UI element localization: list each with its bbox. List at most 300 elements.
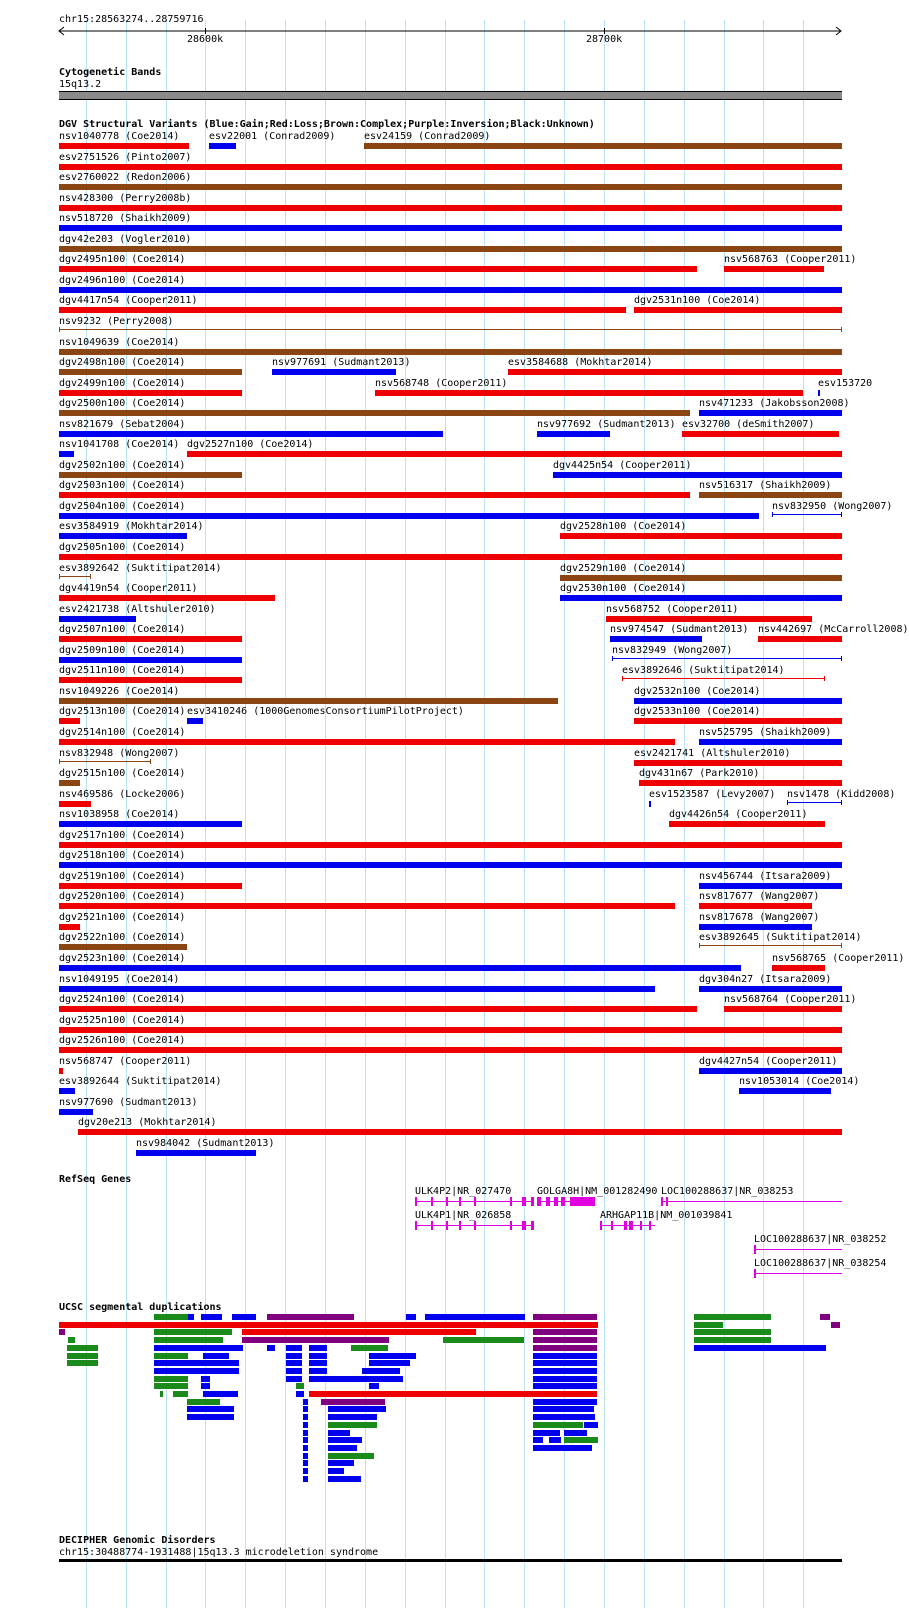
dgv-variant-label[interactable]: dgv20e213 (Mokhtar2014) bbox=[78, 1117, 217, 1128]
segdup-feature-bar[interactable] bbox=[267, 1314, 354, 1320]
dgv-variant-label[interactable]: esv153720 bbox=[818, 378, 873, 389]
segdup-feature-bar[interactable] bbox=[303, 1445, 308, 1451]
dgv-variant-label[interactable]: nsv1053014 (Coe2014) bbox=[739, 1076, 860, 1087]
dgv-variant-bar[interactable] bbox=[699, 924, 812, 930]
dgv-variant-bar[interactable] bbox=[699, 410, 842, 416]
dgv-variant-label[interactable]: esv3892646 (Suktitipat2014) bbox=[622, 665, 785, 676]
dgv-variant-label[interactable]: nsv568747 (Cooper2011) bbox=[59, 1056, 192, 1067]
cytoband-track-title[interactable]: Cytogenetic Bands bbox=[59, 67, 162, 78]
segdup-feature-bar[interactable] bbox=[443, 1337, 524, 1343]
segdup-feature-bar[interactable] bbox=[533, 1437, 543, 1443]
segdup-feature-bar[interactable] bbox=[286, 1368, 302, 1374]
dgv-variant-bar[interactable] bbox=[612, 658, 842, 659]
dgv-variant-bar[interactable] bbox=[699, 739, 842, 745]
dgv-variant-label[interactable]: dgv304n27 (Itsara2009) bbox=[699, 974, 832, 985]
dgv-variant-bar[interactable] bbox=[682, 431, 839, 437]
refseq-gene-exon[interactable] bbox=[431, 1221, 433, 1230]
segdup-feature-bar[interactable] bbox=[549, 1437, 561, 1443]
segdup-feature-bar[interactable] bbox=[242, 1337, 389, 1343]
refseq-gene-intron-line[interactable] bbox=[600, 1225, 655, 1226]
dgv-variant-bar[interactable] bbox=[508, 369, 842, 375]
dgv-variant-label[interactable]: dgv4425n54 (Cooper2011) bbox=[553, 460, 692, 471]
dgv-variant-bar[interactable] bbox=[59, 616, 136, 622]
dgv-variant-label[interactable]: dgv2499n100 (Coe2014) bbox=[59, 378, 186, 389]
dgv-variant-label[interactable]: dgv2496n100 (Coe2014) bbox=[59, 275, 186, 286]
dgv-variant-label[interactable]: dgv2511n100 (Coe2014) bbox=[59, 665, 186, 676]
dgv-variant-bar[interactable] bbox=[59, 225, 842, 231]
dgv-variant-label[interactable]: dgv2523n100 (Coe2014) bbox=[59, 953, 186, 964]
segdup-feature-bar[interactable] bbox=[533, 1376, 597, 1382]
refseq-gene-label[interactable]: ARHGAP11B|NM_001039841 bbox=[600, 1210, 733, 1221]
dgv-variant-label[interactable]: dgv2519n100 (Coe2014) bbox=[59, 871, 186, 882]
dgv-variant-label[interactable]: nsv1040778 (Coe2014) bbox=[59, 131, 180, 142]
dgv-variant-bar[interactable] bbox=[724, 1006, 842, 1012]
dgv-variant-label[interactable]: dgv2514n100 (Coe2014) bbox=[59, 727, 186, 738]
dgv-variant-label[interactable]: nsv442697 (McCarroll2008) bbox=[758, 624, 909, 635]
dgv-variant-label[interactable]: nsv471233 (Jakobsson2008) bbox=[699, 398, 850, 409]
refseq-gene-exon[interactable] bbox=[531, 1197, 534, 1206]
dgv-variant-label[interactable]: nsv1038958 (Coe2014) bbox=[59, 809, 180, 820]
dgv-variant-bar[interactable] bbox=[59, 1088, 75, 1094]
decipher-feature-bar[interactable] bbox=[59, 1559, 842, 1562]
dgv-variant-label[interactable]: nsv1041708 (Coe2014) bbox=[59, 439, 180, 450]
dgv-variant-label[interactable]: dgv431n67 (Park2010) bbox=[639, 768, 760, 779]
dgv-variant-bar[interactable] bbox=[59, 246, 842, 252]
dgv-variant-label[interactable]: nsv516317 (Shaikh2009) bbox=[699, 480, 832, 491]
dgv-variant-label[interactable]: dgv2522n100 (Coe2014) bbox=[59, 932, 186, 943]
dgv-variant-label[interactable]: dgv2520n100 (Coe2014) bbox=[59, 891, 186, 902]
segdup-feature-bar[interactable] bbox=[59, 1329, 65, 1335]
dgv-variant-bar[interactable] bbox=[209, 143, 236, 149]
refseq-gene-intron-line[interactable] bbox=[661, 1201, 842, 1202]
dgv-variant-bar[interactable] bbox=[634, 698, 842, 704]
segdup-feature-bar[interactable] bbox=[362, 1368, 400, 1374]
dgv-variant-bar[interactable] bbox=[787, 802, 842, 803]
dgv-variant-bar[interactable] bbox=[59, 842, 842, 848]
dgv-variant-bar[interactable] bbox=[59, 287, 842, 293]
dgv-variant-bar[interactable] bbox=[622, 678, 825, 679]
segdup-feature-bar[interactable] bbox=[303, 1414, 308, 1420]
segdup-feature-bar[interactable] bbox=[533, 1383, 597, 1389]
dgv-variant-label[interactable]: nsv568765 (Cooper2011) bbox=[772, 953, 905, 964]
refseq-gene-intron-line[interactable] bbox=[754, 1249, 842, 1250]
refseq-gene-exon[interactable] bbox=[446, 1221, 448, 1230]
dgv-variant-bar[interactable] bbox=[699, 945, 842, 946]
segdup-feature-bar[interactable] bbox=[173, 1391, 188, 1397]
dgv-variant-label[interactable]: nsv568748 (Cooper2011) bbox=[375, 378, 508, 389]
segdup-feature-bar[interactable] bbox=[328, 1437, 362, 1443]
dgv-variant-bar[interactable] bbox=[59, 410, 690, 416]
dgv-variant-bar[interactable] bbox=[634, 760, 842, 766]
segdup-track-title[interactable]: UCSC segmental duplications bbox=[59, 1302, 222, 1313]
segdup-feature-bar[interactable] bbox=[303, 1430, 308, 1436]
refseq-gene-exon[interactable] bbox=[561, 1197, 565, 1206]
segdup-feature-bar[interactable] bbox=[154, 1314, 188, 1320]
segdup-feature-bar[interactable] bbox=[533, 1430, 560, 1436]
dgv-variant-label[interactable]: dgv4419n54 (Cooper2011) bbox=[59, 583, 198, 594]
segdup-feature-bar[interactable] bbox=[242, 1329, 476, 1335]
segdup-feature-bar[interactable] bbox=[425, 1314, 525, 1320]
dgv-variant-label[interactable]: esv2760022 (Redon2006) bbox=[59, 172, 192, 183]
segdup-feature-bar[interactable] bbox=[694, 1329, 771, 1335]
segdup-feature-bar[interactable] bbox=[533, 1414, 595, 1420]
dgv-variant-bar[interactable] bbox=[699, 986, 842, 992]
segdup-feature-bar[interactable] bbox=[694, 1337, 771, 1343]
segdup-feature-bar[interactable] bbox=[67, 1353, 98, 1359]
refseq-gene-label[interactable]: ULK4P2|NR_027470 bbox=[415, 1186, 512, 1197]
segdup-feature-bar[interactable] bbox=[303, 1422, 308, 1428]
dgv-variant-label[interactable]: dgv2533n100 (Coe2014) bbox=[634, 706, 761, 717]
segdup-feature-bar[interactable] bbox=[533, 1337, 597, 1343]
dgv-variant-label[interactable]: dgv42e203 (Vogler2010) bbox=[59, 234, 192, 245]
segdup-feature-bar[interactable] bbox=[303, 1399, 308, 1405]
dgv-variant-label[interactable]: dgv2498n100 (Coe2014) bbox=[59, 357, 186, 368]
segdup-feature-bar[interactable] bbox=[328, 1476, 361, 1482]
dgv-variant-bar[interactable] bbox=[669, 821, 825, 827]
segdup-feature-bar[interactable] bbox=[694, 1322, 723, 1328]
dgv-variant-label[interactable]: esv2751526 (Pinto2007) bbox=[59, 152, 192, 163]
dgv-variant-bar[interactable] bbox=[59, 1047, 842, 1053]
refseq-gene-exon[interactable] bbox=[522, 1221, 526, 1230]
segdup-feature-bar[interactable] bbox=[533, 1345, 597, 1351]
dgv-variant-label[interactable]: esv22001 (Conrad2009) bbox=[209, 131, 336, 142]
dgv-variant-label[interactable]: esv24159 (Conrad2009) bbox=[364, 131, 491, 142]
dgv-variant-label[interactable]: dgv2525n100 (Coe2014) bbox=[59, 1015, 186, 1026]
segdup-feature-bar[interactable] bbox=[187, 1399, 220, 1405]
dgv-variant-bar[interactable] bbox=[59, 1006, 697, 1012]
dgv-variant-label[interactable]: dgv2513n100 (Coe2014) bbox=[59, 706, 186, 717]
dgv-variant-bar[interactable] bbox=[59, 883, 242, 889]
dgv-variant-label[interactable]: dgv2528n100 (Coe2014) bbox=[560, 521, 687, 532]
dgv-variant-label[interactable]: esv3892645 (Suktitipat2014) bbox=[699, 932, 862, 943]
dgv-variant-label[interactable]: nsv832949 (Wong2007) bbox=[612, 645, 733, 656]
dgv-variant-label[interactable]: dgv4426n54 (Cooper2011) bbox=[669, 809, 808, 820]
dgv-variant-bar[interactable] bbox=[59, 801, 91, 807]
dgv-variant-label[interactable]: esv3584919 (Mokhtar2014) bbox=[59, 521, 204, 532]
segdup-feature-bar[interactable] bbox=[820, 1314, 830, 1320]
dgv-variant-label[interactable]: nsv817677 (Wang2007) bbox=[699, 891, 820, 902]
dgv-variant-bar[interactable] bbox=[59, 821, 242, 827]
dgv-variant-bar[interactable] bbox=[59, 513, 759, 519]
dgv-variant-bar[interactable] bbox=[59, 944, 187, 950]
refseq-gene-exon[interactable] bbox=[649, 1221, 651, 1230]
dgv-variant-bar[interactable] bbox=[639, 780, 842, 786]
dgv-variant-label[interactable]: dgv2526n100 (Coe2014) bbox=[59, 1035, 186, 1046]
dgv-variant-label[interactable]: dgv2515n100 (Coe2014) bbox=[59, 768, 186, 779]
refseq-gene-exon[interactable] bbox=[510, 1221, 512, 1230]
dgv-variant-label[interactable]: dgv2517n100 (Coe2014) bbox=[59, 830, 186, 841]
dgv-variant-bar[interactable] bbox=[699, 883, 842, 889]
dgv-variant-label[interactable]: esv3892644 (Suktitipat2014) bbox=[59, 1076, 222, 1087]
refseq-gene-exon[interactable] bbox=[754, 1269, 756, 1278]
segdup-feature-bar[interactable] bbox=[533, 1422, 583, 1428]
dgv-track-title[interactable]: DGV Structural Variants (Blue:Gain;Red:Loss;Brown:Complex;Purple:Inversion;Black:Unknown) bbox=[59, 119, 595, 130]
refseq-gene-exon[interactable] bbox=[531, 1221, 534, 1230]
dgv-variant-label[interactable]: nsv568764 (Cooper2011) bbox=[724, 994, 857, 1005]
segdup-feature-bar[interactable] bbox=[328, 1422, 377, 1428]
segdup-feature-bar[interactable] bbox=[303, 1437, 308, 1443]
segdup-feature-bar[interactable] bbox=[328, 1460, 354, 1466]
dgv-variant-bar[interactable] bbox=[560, 575, 842, 581]
refseq-gene-exon[interactable] bbox=[546, 1197, 550, 1206]
segdup-feature-bar[interactable] bbox=[303, 1453, 308, 1459]
segdup-feature-bar[interactable] bbox=[694, 1345, 826, 1351]
dgv-variant-bar[interactable] bbox=[136, 1150, 256, 1156]
dgv-variant-label[interactable]: dgv2495n100 (Coe2014) bbox=[59, 254, 186, 265]
segdup-feature-bar[interactable] bbox=[328, 1468, 344, 1474]
refseq-gene-exon[interactable] bbox=[611, 1221, 613, 1230]
segdup-feature-bar[interactable] bbox=[160, 1391, 163, 1397]
segdup-feature-bar[interactable] bbox=[564, 1430, 587, 1436]
refseq-gene-exon[interactable] bbox=[554, 1197, 558, 1206]
dgv-variant-label[interactable]: esv2421741 (Altshuler2010) bbox=[634, 748, 791, 759]
segdup-feature-bar[interactable] bbox=[564, 1437, 598, 1443]
segdup-feature-bar[interactable] bbox=[68, 1337, 75, 1343]
segdup-feature-bar[interactable] bbox=[267, 1345, 275, 1351]
segdup-feature-bar[interactable] bbox=[203, 1391, 238, 1397]
dgv-variant-label[interactable]: nsv1049639 (Coe2014) bbox=[59, 337, 180, 348]
dgv-variant-bar[interactable] bbox=[59, 143, 189, 149]
segdup-feature-bar[interactable] bbox=[309, 1376, 403, 1382]
segdup-feature-bar[interactable] bbox=[309, 1345, 327, 1351]
segdup-feature-bar[interactable] bbox=[67, 1345, 98, 1351]
refseq-gene-exon[interactable] bbox=[474, 1197, 476, 1206]
dgv-variant-label[interactable]: dgv2524n100 (Coe2014) bbox=[59, 994, 186, 1005]
dgv-variant-bar[interactable] bbox=[553, 472, 842, 478]
dgv-variant-bar[interactable] bbox=[606, 616, 812, 622]
dgv-variant-bar[interactable] bbox=[78, 1129, 842, 1135]
dgv-variant-bar[interactable] bbox=[59, 1027, 842, 1033]
segdup-feature-bar[interactable] bbox=[309, 1360, 327, 1366]
segdup-feature-bar[interactable] bbox=[303, 1476, 308, 1482]
dgv-variant-label[interactable]: nsv832950 (Wong2007) bbox=[772, 501, 893, 512]
segdup-feature-bar[interactable] bbox=[154, 1376, 188, 1382]
dgv-variant-bar[interactable] bbox=[59, 595, 275, 601]
dgv-variant-bar[interactable] bbox=[59, 1068, 63, 1074]
dgv-variant-label[interactable]: nsv1478 (Kidd2008) bbox=[787, 789, 896, 800]
dgv-variant-bar[interactable] bbox=[699, 492, 842, 498]
dgv-variant-bar[interactable] bbox=[187, 718, 203, 724]
segdup-feature-bar[interactable] bbox=[369, 1360, 410, 1366]
refseq-gene-exon[interactable] bbox=[459, 1221, 461, 1230]
segdup-feature-bar[interactable] bbox=[533, 1360, 597, 1366]
dgv-variant-label[interactable]: dgv2502n100 (Coe2014) bbox=[59, 460, 186, 471]
refseq-gene-label[interactable]: LOC100288637|NR_038252 bbox=[754, 1234, 887, 1245]
dgv-variant-bar[interactable] bbox=[59, 266, 697, 272]
dgv-variant-bar[interactable] bbox=[634, 718, 842, 724]
dgv-variant-bar[interactable] bbox=[59, 533, 187, 539]
refseq-gene-exon[interactable] bbox=[415, 1197, 417, 1206]
segdup-feature-bar[interactable] bbox=[188, 1314, 194, 1320]
segdup-feature-bar[interactable] bbox=[201, 1383, 210, 1389]
dgv-variant-bar[interactable] bbox=[772, 965, 825, 971]
dgv-variant-bar[interactable] bbox=[59, 576, 91, 577]
dgv-variant-bar[interactable] bbox=[649, 801, 651, 807]
dgv-variant-bar[interactable] bbox=[272, 369, 396, 375]
segdup-feature-bar[interactable] bbox=[286, 1360, 302, 1366]
segdup-feature-bar[interactable] bbox=[533, 1314, 597, 1320]
dgv-variant-label[interactable]: esv3584688 (Mokhtar2014) bbox=[508, 357, 653, 368]
dgv-variant-bar[interactable] bbox=[59, 205, 842, 211]
segdup-feature-bar[interactable] bbox=[286, 1353, 302, 1359]
dgv-variant-bar[interactable] bbox=[59, 761, 151, 762]
dgv-variant-label[interactable]: nsv469586 (Locke2006) bbox=[59, 789, 186, 800]
dgv-variant-bar[interactable] bbox=[59, 924, 80, 930]
segdup-feature-bar[interactable] bbox=[369, 1383, 379, 1389]
dgv-variant-bar[interactable] bbox=[364, 143, 842, 149]
refseq-gene-exon[interactable] bbox=[570, 1197, 595, 1206]
dgv-variant-bar[interactable] bbox=[59, 718, 80, 724]
dgv-variant-bar[interactable] bbox=[59, 431, 443, 437]
segdup-feature-bar[interactable] bbox=[369, 1353, 416, 1359]
dgv-variant-label[interactable]: dgv2500n100 (Coe2014) bbox=[59, 398, 186, 409]
dgv-variant-bar[interactable] bbox=[758, 636, 842, 642]
segdup-feature-bar[interactable] bbox=[154, 1337, 223, 1343]
dgv-variant-label[interactable]: dgv2507n100 (Coe2014) bbox=[59, 624, 186, 635]
segdup-feature-bar[interactable] bbox=[328, 1430, 350, 1436]
dgv-variant-label[interactable]: nsv1049226 (Coe2014) bbox=[59, 686, 180, 697]
refseq-gene-exon[interactable] bbox=[537, 1197, 541, 1206]
refseq-gene-exon[interactable] bbox=[624, 1221, 627, 1230]
dgv-variant-label[interactable]: dgv4417n54 (Cooper2011) bbox=[59, 295, 198, 306]
segdup-feature-bar[interactable] bbox=[154, 1329, 232, 1335]
segdup-feature-bar[interactable] bbox=[154, 1368, 239, 1374]
dgv-variant-label[interactable]: nsv568752 (Cooper2011) bbox=[606, 604, 739, 615]
dgv-variant-bar[interactable] bbox=[724, 266, 824, 272]
segdup-feature-bar[interactable] bbox=[232, 1314, 256, 1320]
dgv-variant-label[interactable]: nsv456744 (Itsara2009) bbox=[699, 871, 832, 882]
dgv-variant-label[interactable]: dgv2504n100 (Coe2014) bbox=[59, 501, 186, 512]
segdup-feature-bar[interactable] bbox=[309, 1353, 327, 1359]
refseq-gene-exon[interactable] bbox=[446, 1197, 448, 1206]
segdup-feature-bar[interactable] bbox=[309, 1391, 597, 1397]
segdup-feature-bar[interactable] bbox=[154, 1360, 239, 1366]
refseq-gene-exon[interactable] bbox=[459, 1197, 461, 1206]
refseq-gene-label[interactable]: ULK4P1|NR_026858 bbox=[415, 1210, 512, 1221]
dgv-variant-label[interactable]: esv1523587 (Levy2007) bbox=[649, 789, 776, 800]
dgv-variant-label[interactable]: dgv2503n100 (Coe2014) bbox=[59, 480, 186, 491]
segdup-feature-bar[interactable] bbox=[351, 1345, 388, 1351]
segdup-feature-bar[interactable] bbox=[533, 1329, 597, 1335]
dgv-variant-label[interactable]: dgv2532n100 (Coe2014) bbox=[634, 686, 761, 697]
segdup-feature-bar[interactable] bbox=[286, 1376, 302, 1382]
dgv-variant-bar[interactable] bbox=[59, 1109, 93, 1115]
refseq-gene-intron-line[interactable] bbox=[754, 1273, 842, 1274]
dgv-variant-bar[interactable] bbox=[699, 903, 812, 909]
dgv-variant-label[interactable]: nsv428300 (Perry2008b) bbox=[59, 193, 192, 204]
dgv-variant-bar[interactable] bbox=[59, 903, 675, 909]
segdup-feature-bar[interactable] bbox=[154, 1383, 188, 1389]
dgv-variant-label[interactable]: dgv2530n100 (Coe2014) bbox=[560, 583, 687, 594]
dgv-variant-label[interactable]: esv3892642 (Suktitipat2014) bbox=[59, 563, 222, 574]
refseq-gene-exon[interactable] bbox=[474, 1221, 476, 1230]
segdup-feature-bar[interactable] bbox=[328, 1445, 357, 1451]
dgv-variant-bar[interactable] bbox=[59, 986, 655, 992]
refseq-gene-exon[interactable] bbox=[661, 1197, 663, 1206]
cytoband-band-bar[interactable] bbox=[59, 91, 842, 100]
segdup-feature-bar[interactable] bbox=[303, 1460, 308, 1466]
dgv-variant-bar[interactable] bbox=[59, 698, 558, 704]
dgv-variant-bar[interactable] bbox=[739, 1088, 831, 1094]
dgv-variant-bar[interactable] bbox=[59, 862, 842, 868]
refseq-gene-label[interactable]: GOLGA8H|NM_001282490 bbox=[537, 1186, 658, 1197]
dgv-variant-bar[interactable] bbox=[187, 451, 842, 457]
dgv-variant-bar[interactable] bbox=[634, 307, 842, 313]
dgv-variant-label[interactable]: nsv821679 (Sebat2004) bbox=[59, 419, 186, 430]
segdup-feature-bar[interactable] bbox=[533, 1368, 597, 1374]
refseq-gene-exon[interactable] bbox=[510, 1197, 512, 1206]
dgv-variant-label[interactable]: dgv2529n100 (Coe2014) bbox=[560, 563, 687, 574]
segdup-feature-bar[interactable] bbox=[694, 1314, 771, 1320]
segdup-feature-bar[interactable] bbox=[328, 1453, 374, 1459]
segdup-feature-bar[interactable] bbox=[309, 1368, 327, 1374]
dgv-variant-bar[interactable] bbox=[59, 329, 842, 330]
dgv-variant-bar[interactable] bbox=[59, 184, 842, 190]
refseq-gene-exon[interactable] bbox=[629, 1221, 633, 1230]
dgv-variant-bar[interactable] bbox=[59, 307, 626, 313]
dgv-variant-bar[interactable] bbox=[59, 164, 842, 170]
segdup-feature-bar[interactable] bbox=[328, 1414, 377, 1420]
dgv-variant-bar[interactable] bbox=[59, 451, 74, 457]
segdup-feature-bar[interactable] bbox=[303, 1468, 308, 1474]
dgv-variant-label[interactable]: dgv2505n100 (Coe2014) bbox=[59, 542, 186, 553]
dgv-variant-label[interactable]: nsv974547 (Sudmant2013) bbox=[610, 624, 749, 635]
dgv-variant-bar[interactable] bbox=[375, 390, 803, 396]
refseq-gene-exon[interactable] bbox=[640, 1221, 642, 1230]
segdup-feature-bar[interactable] bbox=[59, 1322, 598, 1328]
dgv-variant-bar[interactable] bbox=[560, 533, 842, 539]
decipher-feature-label[interactable]: chr15:30488774-1931488|15q13.3 microdeletion syndrome bbox=[59, 1547, 379, 1558]
refseq-gene-exon[interactable] bbox=[522, 1197, 526, 1206]
dgv-variant-bar[interactable] bbox=[610, 636, 702, 642]
dgv-variant-bar[interactable] bbox=[772, 514, 842, 515]
segdup-feature-bar[interactable] bbox=[187, 1406, 234, 1412]
dgv-variant-bar[interactable] bbox=[59, 472, 242, 478]
dgv-variant-bar[interactable] bbox=[59, 554, 842, 560]
dgv-variant-label[interactable]: nsv832948 (Wong2007) bbox=[59, 748, 180, 759]
dgv-variant-label[interactable]: dgv2521n100 (Coe2014) bbox=[59, 912, 186, 923]
decipher-track-title[interactable]: DECIPHER Genomic Disorders bbox=[59, 1535, 216, 1546]
segdup-feature-bar[interactable] bbox=[533, 1399, 597, 1405]
segdup-feature-bar[interactable] bbox=[533, 1353, 597, 1359]
segdup-feature-bar[interactable] bbox=[201, 1376, 210, 1382]
refseq-gene-exon[interactable] bbox=[600, 1221, 602, 1230]
segdup-feature-bar[interactable] bbox=[321, 1399, 385, 1405]
segdup-feature-bar[interactable] bbox=[328, 1406, 386, 1412]
dgv-variant-label[interactable]: dgv2518n100 (Coe2014) bbox=[59, 850, 186, 861]
dgv-variant-bar[interactable] bbox=[59, 492, 690, 498]
dgv-variant-bar[interactable] bbox=[59, 677, 242, 683]
segdup-feature-bar[interactable] bbox=[203, 1353, 229, 1359]
dgv-variant-bar[interactable] bbox=[59, 390, 242, 396]
dgv-variant-bar[interactable] bbox=[818, 390, 820, 396]
dgv-variant-bar[interactable] bbox=[59, 636, 242, 642]
refseq-gene-label[interactable]: LOC100288637|NR_038254 bbox=[754, 1258, 887, 1269]
segdup-feature-bar[interactable] bbox=[154, 1345, 243, 1351]
refseq-track-title[interactable]: RefSeq Genes bbox=[59, 1174, 132, 1185]
dgv-variant-label[interactable]: nsv1049195 (Coe2014) bbox=[59, 974, 180, 985]
dgv-variant-label[interactable]: dgv2527n100 (Coe2014) bbox=[187, 439, 314, 450]
dgv-variant-label[interactable]: nsv568763 (Cooper2011) bbox=[724, 254, 857, 265]
segdup-feature-bar[interactable] bbox=[303, 1406, 308, 1412]
dgv-variant-label[interactable]: nsv518720 (Shaikh2009) bbox=[59, 213, 192, 224]
segdup-feature-bar[interactable] bbox=[533, 1406, 594, 1412]
dgv-variant-label[interactable]: esv2421738 (Altshuler2010) bbox=[59, 604, 216, 615]
dgv-variant-label[interactable]: nsv977692 (Sudmant2013) bbox=[537, 419, 676, 430]
refseq-gene-exon[interactable] bbox=[754, 1245, 756, 1254]
segdup-feature-bar[interactable] bbox=[154, 1353, 188, 1359]
dgv-variant-label[interactable]: nsv977691 (Sudmant2013) bbox=[272, 357, 411, 368]
